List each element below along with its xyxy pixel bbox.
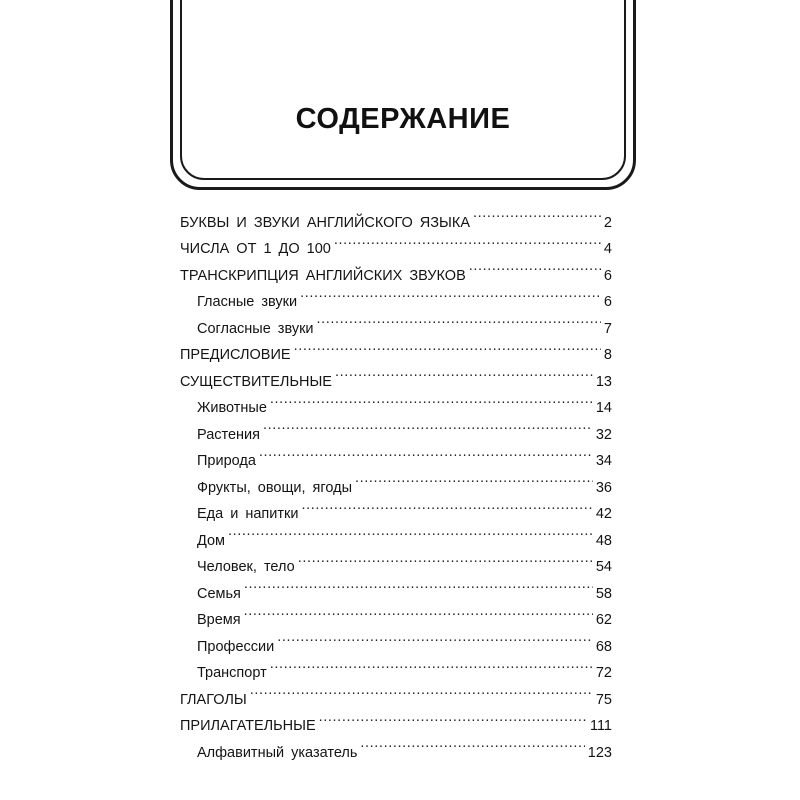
dot-leader	[360, 730, 584, 757]
toc-entry-page-number: 32	[595, 426, 612, 443]
dot-leader	[317, 306, 601, 333]
dot-leader	[263, 412, 593, 439]
dot-leader	[469, 253, 601, 280]
toc-subentry[interactable]	[180, 598, 612, 628]
toc-entry-label: Дом	[197, 532, 226, 549]
dot-leader	[319, 704, 587, 731]
toc-entry-label: БУКВЫ И ЗВУКИ АНГЛИЙСКОГО ЯЗЫКА	[180, 214, 470, 231]
toc-subentry[interactable]	[180, 624, 612, 655]
toc-entry-page-number: 6	[603, 267, 612, 284]
dot-leader	[244, 571, 593, 598]
toc-entry-label: Транспорт	[197, 665, 267, 681]
toc-entry-label: ПРЕДИСЛОВИЕ	[180, 347, 291, 363]
toc-subentry[interactable]	[180, 545, 612, 575]
toc-entry-page-number: 123	[587, 744, 612, 761]
dot-leader	[270, 386, 593, 413]
toc-entry-label: Алфавитный указатель	[197, 744, 358, 761]
dot-leader	[298, 545, 593, 572]
dot-leader	[277, 624, 593, 651]
toc-entry-page-number: 7	[603, 320, 612, 337]
toc-entry-label: ГЛАГОЛЫ	[180, 691, 247, 708]
toc-entry-page-number: 34	[595, 453, 612, 469]
toc-entry-page-number: 4	[603, 241, 612, 257]
toc-entry-page-number: 62	[595, 612, 612, 628]
toc-entry-label: Растения	[197, 426, 261, 443]
toc-entry-label: Гласные звуки	[197, 294, 298, 310]
dot-leader	[250, 677, 593, 704]
toc-entry-label: Профессии	[197, 638, 275, 655]
toc-subentry[interactable]	[180, 571, 612, 602]
toc-entry-page-number: 75	[595, 691, 612, 708]
dot-leader	[259, 439, 593, 466]
table-of-contents	[180, 200, 612, 761]
dot-leader	[294, 333, 601, 360]
toc-subentry[interactable]	[180, 518, 612, 549]
toc-entry-page-number: 72	[595, 665, 612, 681]
toc-entry-page-number: 48	[595, 532, 612, 549]
toc-entry-label: Еда и напитки	[197, 506, 299, 522]
dot-leader	[270, 651, 593, 678]
toc-entry-page-number: 14	[595, 400, 612, 416]
toc-entry-label: СУЩЕСТВИТЕЛЬНЫЕ	[180, 373, 332, 390]
toc-entry-page-number: 8	[603, 347, 612, 363]
dot-leader	[335, 359, 593, 386]
toc-entry-page-number: 54	[595, 559, 612, 575]
toc-entry-label: Природа	[197, 453, 256, 469]
toc-entry-label: Человек, тело	[197, 559, 295, 575]
dot-leader	[473, 200, 601, 227]
toc-entry-label: ТРАНСКРИПЦИЯ АНГЛИЙСКИХ ЗВУКОВ	[180, 267, 466, 284]
toc-entry-page-number: 42	[595, 506, 612, 522]
toc-entry-page-number: 36	[595, 479, 612, 496]
toc-entry-label: Согласные звуки	[197, 320, 314, 337]
dot-leader	[300, 280, 601, 307]
toc-entry-page-number: 2	[603, 214, 612, 231]
dot-leader	[334, 227, 601, 254]
toc-entry-label: Время	[197, 612, 241, 628]
toc-entry-page-number: 58	[595, 585, 612, 602]
toc-entry-label: Семья	[197, 585, 241, 602]
dot-leader	[301, 492, 592, 519]
toc-entry[interactable]	[180, 200, 612, 231]
dot-leader	[228, 518, 593, 545]
dot-leader	[244, 598, 593, 625]
toc-entry-label: Фрукты, овощи, ягоды	[197, 479, 353, 496]
dot-leader	[355, 465, 593, 492]
toc-entry-label: Животные	[197, 400, 267, 416]
toc-entry-page-number: 111	[589, 718, 612, 734]
page-title: СОДЕРЖАНИЕ	[295, 103, 511, 135]
toc-entry-page-number: 6	[603, 294, 612, 310]
toc-entry-label: ЧИСЛА ОТ 1 ДО 100	[180, 241, 331, 257]
toc-entry-page-number: 13	[595, 373, 612, 390]
toc-entry-label: ПРИЛАГАТЕЛЬНЫЕ	[180, 718, 316, 734]
title-frame	[180, 0, 626, 180]
toc-entry-page-number: 68	[595, 638, 612, 655]
